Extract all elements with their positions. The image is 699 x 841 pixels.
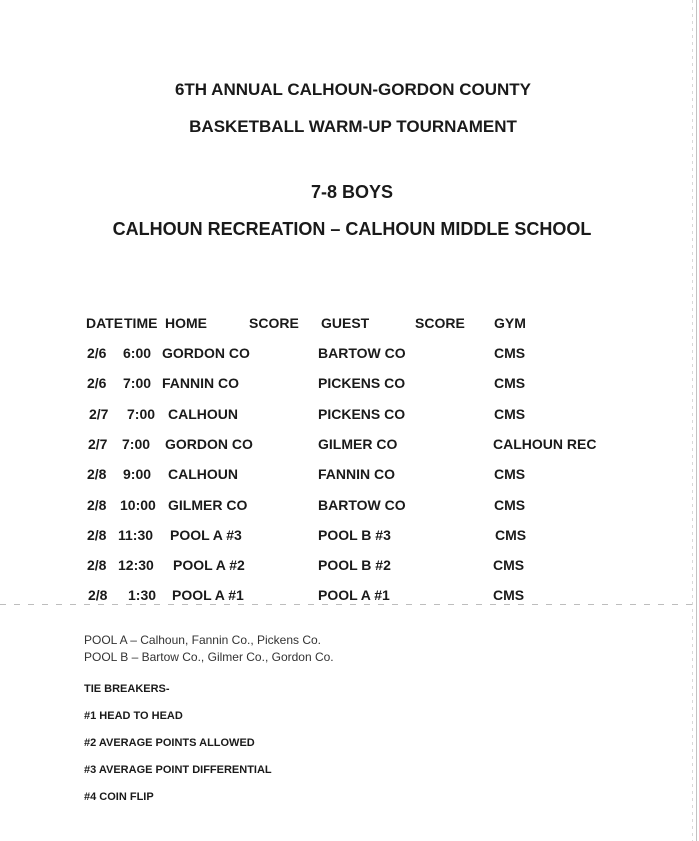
row-gym: CMS <box>493 557 525 573</box>
row-gym: CMS <box>494 466 526 482</box>
row-time: 7:00 <box>123 375 152 391</box>
tie-breakers-title: TIE BREAKERS- <box>84 683 170 695</box>
row-date: 2/8 <box>88 587 108 603</box>
row-time: 11:30 <box>118 527 154 543</box>
row-gym: CMS <box>493 587 525 603</box>
row-guest: PICKENS CO <box>318 375 406 391</box>
title-line-1: 6TH ANNUAL CALHOUN-GORDON COUNTY <box>174 80 532 99</box>
row-time: 12:30 <box>118 557 154 573</box>
venues-heading: CALHOUN RECREATION – CALHOUN MIDDLE SCHOOL <box>112 219 592 239</box>
header-score-home: SCORE <box>249 315 299 331</box>
row-date: 2/8 <box>87 466 107 482</box>
row-guest: POOL A #1 <box>318 587 390 603</box>
tie-breaker-item: #3 AVERAGE POINT DIFFERENTIAL <box>84 764 272 776</box>
row-guest: BARTOW CO <box>318 497 406 513</box>
row-gym: CMS <box>494 497 526 513</box>
row-time: 10:00 <box>120 497 156 513</box>
pool-b-text: POOL B – Bartow Co., Gilmer Co., Gordon Co. <box>84 650 334 664</box>
row-gym: CMS <box>494 406 526 422</box>
row-time: 7:00 <box>127 406 156 422</box>
row-home: CALHOUN <box>168 406 238 422</box>
row-home: POOL A #3 <box>170 527 242 543</box>
pools-list <box>84 632 334 666</box>
row-date: 2/6 <box>87 345 107 361</box>
header-gym: GYM <box>494 315 526 331</box>
row-date: 2/6 <box>87 375 107 391</box>
tie-breaker-item: #2 AVERAGE POINTS ALLOWED <box>84 737 255 749</box>
row-home: GORDON CO <box>162 345 250 361</box>
header-date: DATE <box>86 315 124 331</box>
row-guest: BARTOW CO <box>318 345 406 361</box>
row-date: 2/8 <box>87 527 107 543</box>
header-guest: GUEST <box>321 315 370 331</box>
row-time: 7:00 <box>122 436 151 452</box>
row-guest: POOL B #2 <box>318 557 391 573</box>
row-gym: CALHOUN REC <box>493 436 597 452</box>
row-time: 1:30 <box>128 587 157 603</box>
tie-breaker-item: #1 HEAD TO HEAD <box>84 710 183 722</box>
row-home: POOL A #1 <box>172 587 244 603</box>
row-guest: FANNIN CO <box>318 466 395 482</box>
row-guest: GILMER CO <box>318 436 398 452</box>
row-home: GORDON CO <box>165 436 253 452</box>
row-home: POOL A #2 <box>173 557 245 573</box>
header-score-guest: SCORE <box>415 315 465 331</box>
row-guest: PICKENS CO <box>318 406 406 422</box>
row-gym: CMS <box>494 345 526 361</box>
row-date: 2/7 <box>88 436 108 452</box>
header-home: HOME <box>165 315 207 331</box>
row-date: 2/8 <box>87 497 107 513</box>
row-home: FANNIN CO <box>162 375 239 391</box>
row-time: 6:00 <box>123 345 152 361</box>
title-line-2: BASKETBALL WARM-UP TOURNAMENT <box>189 117 517 136</box>
scan-fold-line <box>0 604 699 605</box>
division-heading: 7-8 BOYS <box>310 182 394 202</box>
row-gym: CMS <box>494 375 526 391</box>
tie-breaker-item: #4 COIN FLIP <box>84 791 154 803</box>
row-home: GILMER CO <box>168 497 248 513</box>
pool-a-text: POOL A – Calhoun, Fannin Co., Pickens Co. <box>84 633 322 647</box>
row-time: 9:00 <box>123 466 152 482</box>
row-guest: POOL B #3 <box>318 527 391 543</box>
row-date: 2/7 <box>89 406 109 422</box>
header-time: TIME <box>124 315 158 331</box>
row-gym: CMS <box>495 527 527 543</box>
row-home: CALHOUN <box>168 466 238 482</box>
row-date: 2/8 <box>87 557 107 573</box>
